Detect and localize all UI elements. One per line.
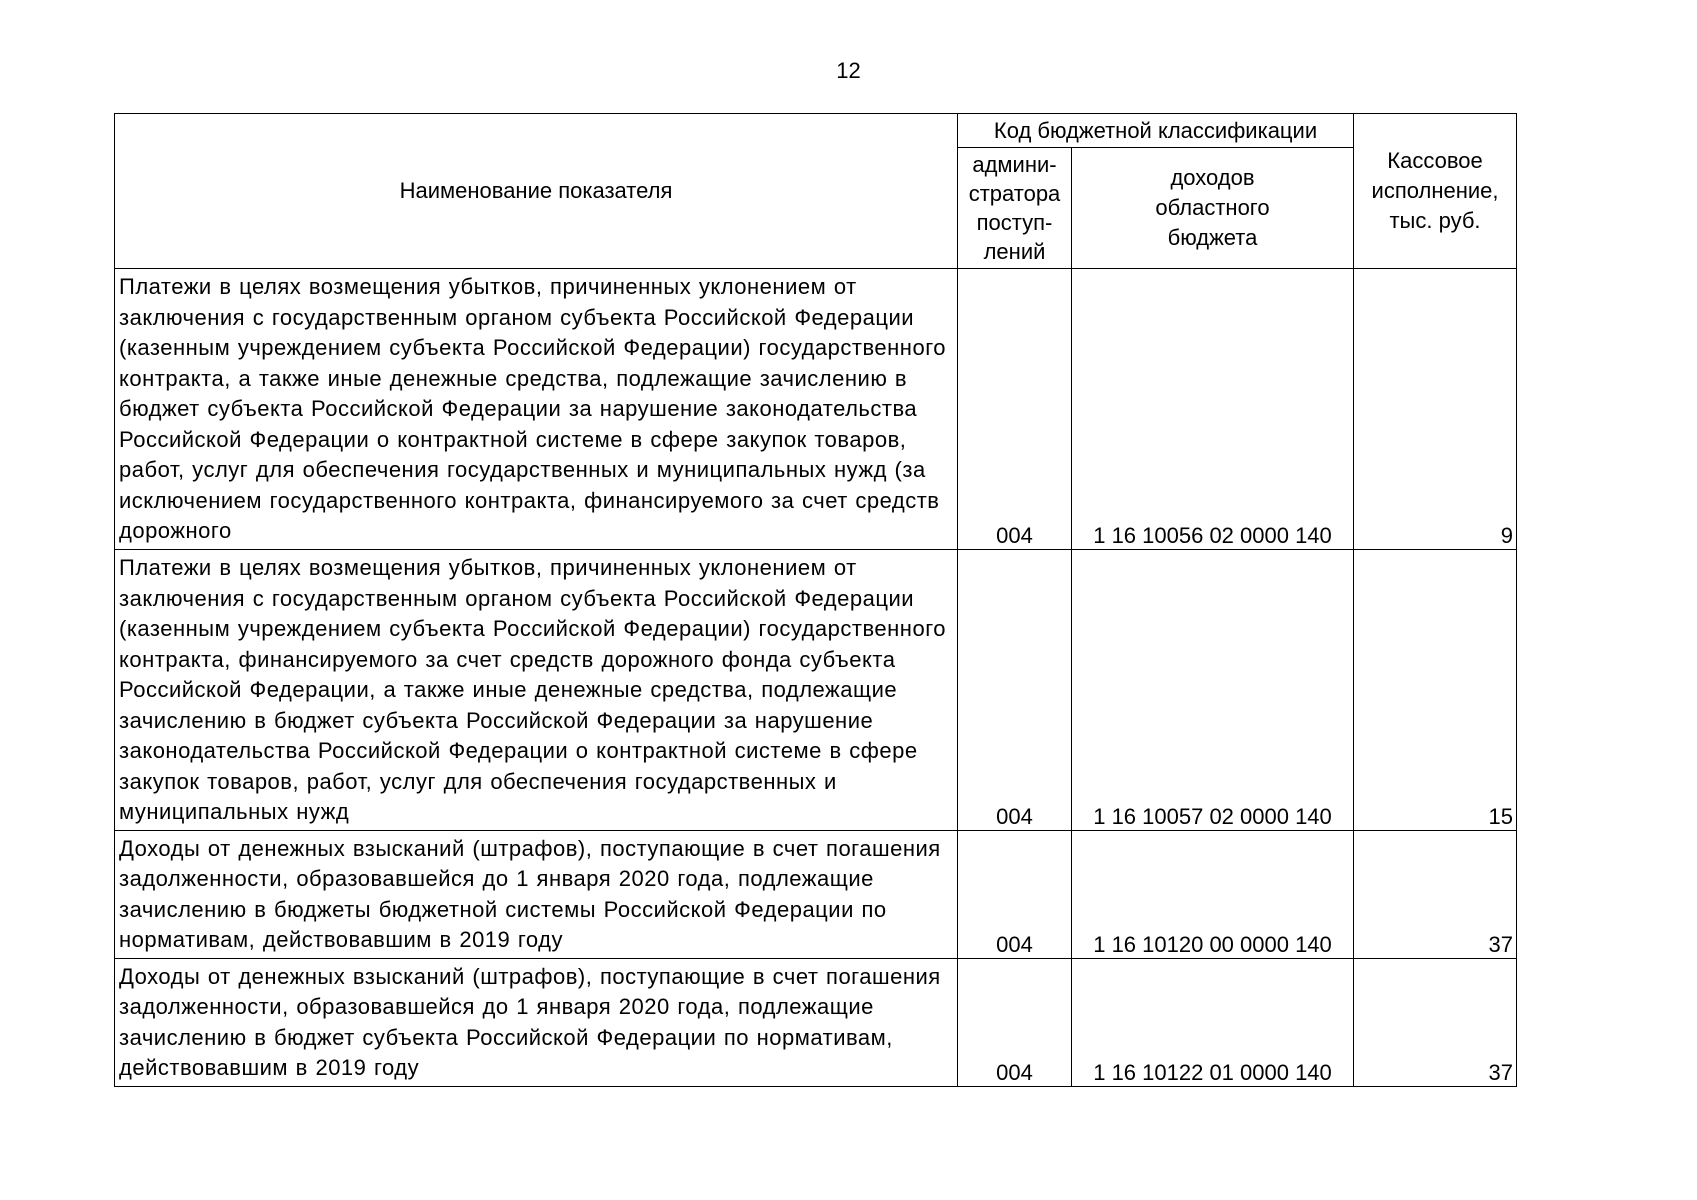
header-income-line: областного [1155,195,1270,220]
header-income-line: доходов [1170,165,1255,190]
indicator-name-cell: Платежи в целях возмещения убытков, причиненных уклонением от заключения с государственным органом субъекта Российской Федерации (казенным учреждением субъекта Российской Федерации) государственного контракта, финансируемого за счет средств дорожного фонда субъекта Российской Федерации, а также иные денежные средства, подлежащие зачислению в бюджет субъекта Российской Федерации за нарушение законодательства Российской Федерации о контрактной системе в сфере закупок товаров, работ, услуг для обеспечения государственных и муниципальных нужд [115,550,958,831]
header-administrator [958,148,1072,269]
admin-code-cell: 004 [958,269,1072,550]
header-admin-line: лений [983,239,1046,264]
admin-code-cell: 004 [958,550,1072,831]
header-income-line: бюджета [1167,225,1258,250]
income-code-cell: 1 16 10056 02 0000 140 [1072,269,1354,550]
header-cash-line: Кассовое [1387,148,1483,173]
table-row [115,958,1517,1086]
header-admin-line: поступ- [976,210,1053,235]
header-indicator-name: Наименование показателя [115,114,958,269]
amount-cell: 37 [1354,830,1517,958]
income-code-cell: 1 16 10057 02 0000 140 [1072,550,1354,831]
amount-cell: 9 [1354,269,1517,550]
header-income-code [1072,148,1354,269]
table-row [115,269,1517,550]
header-admin-line: стратора [968,181,1061,206]
income-code-cell: 1 16 10120 00 0000 140 [1072,830,1354,958]
header-row-1 [115,114,1517,148]
header-cash-execution [1354,114,1517,269]
header-code-group: Код бюджетной классификации [958,114,1354,148]
indicator-name-cell: Доходы от денежных взысканий (штрафов), поступающие в счет погашения задолженности, образовавшейся до 1 января 2020 года, подлежащие зачислению в бюджет субъекта Российской Федерации по нормативам, действовавшим в 2019 году [115,958,958,1086]
income-code-cell: 1 16 10122 01 0000 140 [1072,958,1354,1086]
indicator-name-cell: Платежи в целях возмещения убытков, причиненных уклонением от заключения с государственным органом субъекта Российской Федерации (казенным учреждением субъекта Российской Федерации) государственного контракта, а также иные денежные средства, подлежащие зачислению в бюджет субъекта Российской Федерации за нарушение законодательства Российской Федерации о контрактной системе в сфере закупок товаров, работ, услуг для обеспечения государственных и муниципальных нужд (за исключением государственного контракта, финансируемого за счет средств дорожного [115,269,958,550]
header-cash-line: исполнение, [1371,178,1499,203]
amount-cell: 37 [1354,958,1517,1086]
indicator-name-cell: Доходы от денежных взысканий (штрафов), поступающие в счет погашения задолженности, образовавшейся до 1 января 2020 года, подлежащие зачислению в бюджеты бюджетной системы Российской Федерации по нормативам, действовавшим в 2019 году [115,830,958,958]
budget-table [114,113,1517,1087]
header-cash-line: тыс. руб. [1389,208,1481,233]
page-number: 12 [836,58,861,83]
admin-code-cell: 004 [958,958,1072,1086]
table-row [115,830,1517,958]
amount-cell: 15 [1354,550,1517,831]
admin-code-cell: 004 [958,830,1072,958]
table-row [115,550,1517,831]
header-admin-line: админи- [972,152,1057,177]
